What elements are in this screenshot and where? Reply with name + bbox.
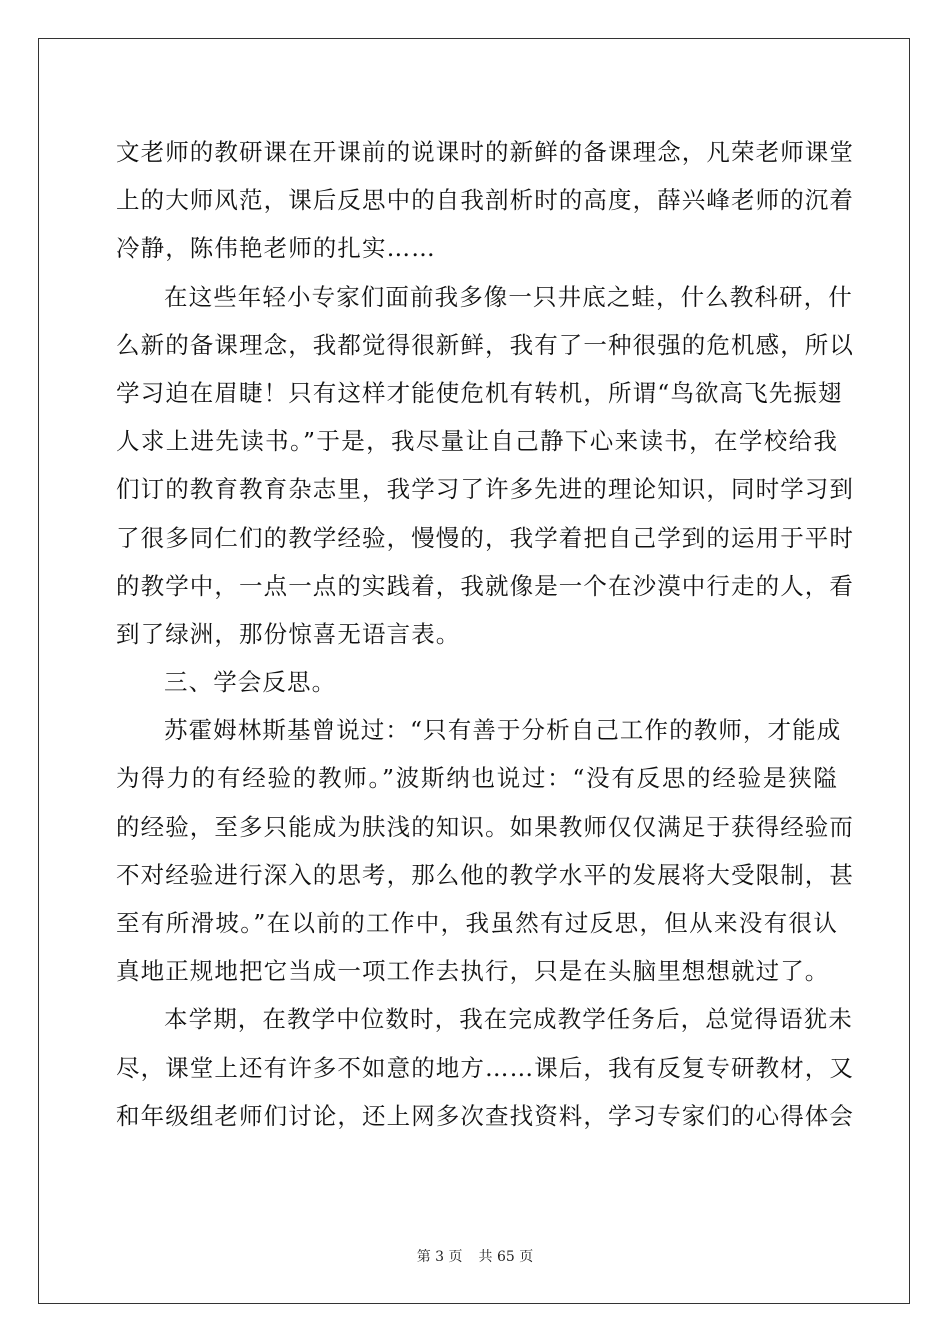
text-line: 学习迫在眉睫！只有这样才能使危机有转机，所谓“鸟欲高飞先振翅	[116, 378, 843, 407]
text-line: 苏霍姆林斯基曾说过：“只有善于分析自己工作的教师，才能成	[164, 716, 842, 745]
text-line: 的教学中，一点一点的实践着，我就像是一个在沙漠中行走的人，看	[116, 571, 854, 600]
text-line: 不对经验进行深入的思考，那么他的教学水平的发展将大受限制，甚	[116, 860, 854, 889]
text-line: 人求上进先读书。”于是，我尽量让自己静下心来读书，在学校给我	[116, 427, 838, 456]
text-line: 么新的备课理念，我都觉得很新鲜，我有了一种很强的危机感，所以	[116, 330, 854, 359]
text-line: 到了绿洲，那份惊喜无语言表。	[116, 619, 461, 648]
page-number: 第 3 页	[416, 1249, 463, 1265]
text-line: 上的大师风范，课后反思中的自我剖析时的高度，薛兴峰老师的沉着	[116, 186, 854, 215]
text-line: 尽，课堂上还有许多不如意的地方……课后，我有反复专研教材，又	[116, 1053, 854, 1082]
text-line: 了很多同仁们的教学经验，慢慢的，我学着把自己学到的运用于平时	[116, 523, 854, 552]
text-line: 三、学会反思。	[164, 668, 337, 697]
document-body	[116, 128, 854, 1140]
text-line: 真地正规地把它当成一项工作去执行，只是在头脑里想想就过了。	[116, 957, 830, 986]
text-line: 在这些年轻小专家们面前我多像一只井底之蛙，什么教科研，什	[164, 282, 853, 311]
page-total: 共 65 页	[478, 1249, 534, 1265]
text-line: 为得力的有经验的教师。”波斯纳也说过：“没有反思的经验是狭隘	[116, 764, 838, 793]
text-line: 的经验，至多只能成为肤浅的知识。如果教师仅仅满足于获得经验而	[116, 812, 854, 841]
text-line: 和年级组老师们讨论，还上网多次查找资料，学习专家们的心得体会	[116, 1101, 854, 1130]
text-line: 本学期，在教学中位数时，我在完成教学任务后，总觉得语犹未	[164, 1005, 853, 1034]
text-line: 们订的教育教育杂志里，我学习了许多先进的理论知识，同时学习到	[116, 475, 854, 504]
text-line: 文老师的教研课在开课前的说课时的新鲜的备课理念，凡荣老师课堂	[116, 138, 854, 166]
text-line: 冷静，陈伟艳老师的扎实……	[116, 234, 436, 263]
page-footer	[0, 1246, 950, 1266]
text-line: 至有所滑坡。”在以前的工作中，我虽然有过反思，但从来没有很认	[116, 909, 838, 937]
